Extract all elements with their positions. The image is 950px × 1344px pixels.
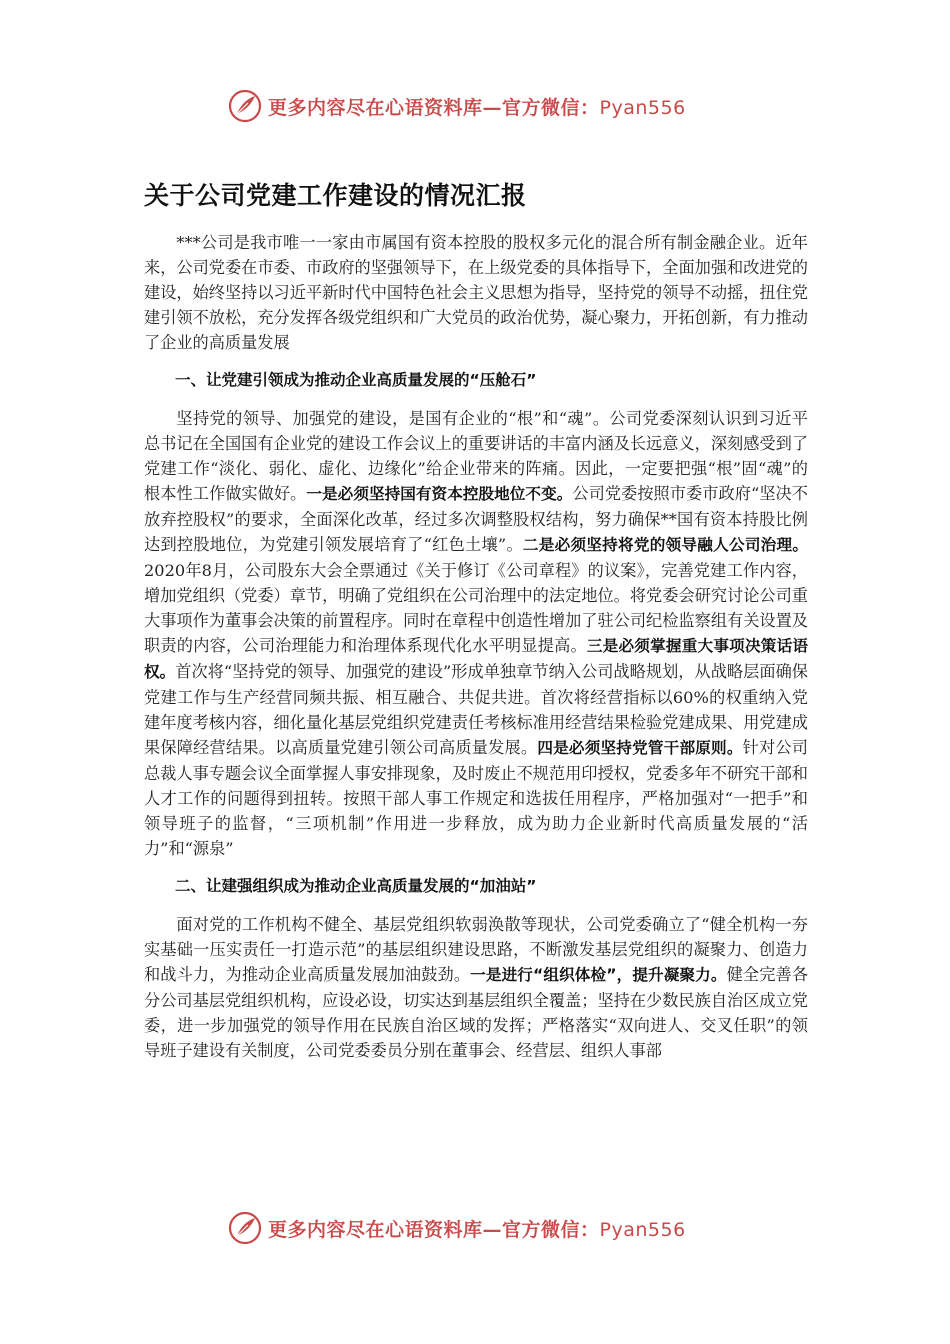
wechat-id: Pyan556 — [599, 1218, 686, 1241]
text-run: 首次将“坚持党的领导、加强党的建设”形成单独章节纳入公司战略规划，从战略层面确保党建工作与生产经营同频共振、相互融合、共促共进。首次将经营指标以60%的权重纳入党建年度考核内容，细化量化基层党组织党建责任考核标准用经营结果检验党建成果、用党建成果保障经营结果。以高质量党建引领公司高质量发展。 — [144, 662, 808, 757]
section-2-heading: 二、让建强组织成为推动企业高质量发展的“加油站” — [175, 877, 537, 895]
banner-text — [268, 93, 686, 120]
banner-text — [268, 1215, 686, 1242]
banner-slogan: 更多内容尽在心语资料库—官方微信： — [268, 96, 600, 119]
banner-slogan: 更多内容尽在心语资料库—官方微信： — [268, 1218, 600, 1241]
section-1-heading: 一、让党建引领成为推动企业高质量发展的“压舱石” — [175, 371, 537, 389]
bold-point-3: 三是必须掌握重大事项决策话语权。 — [144, 637, 808, 681]
text-run: 面对党的工作机构不健全、基层党组织软弱涣散等现状，公司党委确立了“健全机构一夯实基础一压实责任一打造示范”的基层组织建设思路，不断激发基层党组织的凝聚力、创造力和战斗力，为推动企业高质量发展加油鼓劲。 — [144, 915, 808, 984]
bold-point-4: 四是必须坚持党管干部原则。 — [537, 739, 743, 757]
text-run: 坚持党的领导、加强党的建设，是国有企业的“根”和“魂”。公司党委深刻认识到习近平总书记在全国国有企业党的建设工作会议上的重要讲话的丰富内涵及长远意义，深刻感受到了党建工作“淡化、弱化、虚化、边缘化”给企业带来的阵痛。因此，一定要把强“根”固“魂”的根本性工作做实做好。 — [144, 409, 808, 503]
text-run: 2020年8月，公司股东大会全票通过《关于修订《公司章程》的议案》，完善党建工作内容，增加党组织（党委）章节，明确了党组织在公司治理中的法定地位。将党委会研究讨论公司重大事项作为董事会决策的前置程序。同时在章程中创造性增加了驻公司纪检监察组有关设置及职责的内容，公司治理能力和治理体系现代化水平明显提高。 — [144, 561, 808, 655]
wechat-id: Pyan556 — [599, 96, 686, 119]
section-2-paragraph — [144, 912, 808, 1063]
text-run: 针对公司总裁人事专题会议全面掌握人事安排现象，及时废止不规范用印授权，党委多年不研究干部和人才工作的问题得到扭转。按照干部人事工作规定和选拔任用程序，严格加强对“一把手”和领导班子的监督，“三项机制”作用进一步释放，成为助力企业新时代高质量发展的“活力”和“源泉” — [144, 738, 808, 858]
document-title: 关于公司党建工作建设的情况汇报 — [144, 181, 527, 210]
document-body — [144, 230, 808, 1063]
bold-point-1: 一是进行“组织体检”，提升凝聚力。 — [470, 966, 727, 984]
text-run: 公司党委按照市委市政府“坚决不放弃控股权”的要求，全面深化改革，经过多次调整股权结构，努力确保**国有资本持股比例达到控股地位，为党建引领发展培育了“红色土壤”。 — [144, 484, 808, 554]
header-banner — [228, 86, 728, 126]
section-1-paragraph — [144, 406, 808, 861]
text-run: 健全完善各分公司基层党组织机构，应设必设，切实达到基层组织全覆盖；坚持在少数民族自治区成立党委，进一步加强党的领导作用在民族自治区域的发挥；严格落实“双向进人、交叉任职”的领导班子建设有关制度，公司党委委员分别在董事会、经营层、组织人事部 — [144, 965, 809, 1060]
bold-point-1: 一是必须坚持国有资本控股地位不变。 — [306, 485, 573, 503]
pen-feather-logo-icon — [228, 89, 262, 123]
intro-paragraph: ***公司是我市唯一一家由市属国有资本控股的股权多元化的混合所有制金融企业。近年来，公司党委在市委、市政府的坚强领导下，在上级党委的具体指导下，全面加强和改进党的建设，始终坚持以习近平新时代中国特色社会主义思想为指导，坚持党的领导不动摇，扭住党建引领不放松，充分发挥各级党组织和广大党员的政治优势，凝心聚力，开拓创新，有力推动了企业的高质量发展 — [144, 233, 808, 352]
footer-banner — [228, 1208, 728, 1248]
pen-feather-logo-icon — [228, 1211, 262, 1245]
bold-point-2: 二是必须坚持将党的领导融人公司治理。 — [522, 536, 808, 554]
